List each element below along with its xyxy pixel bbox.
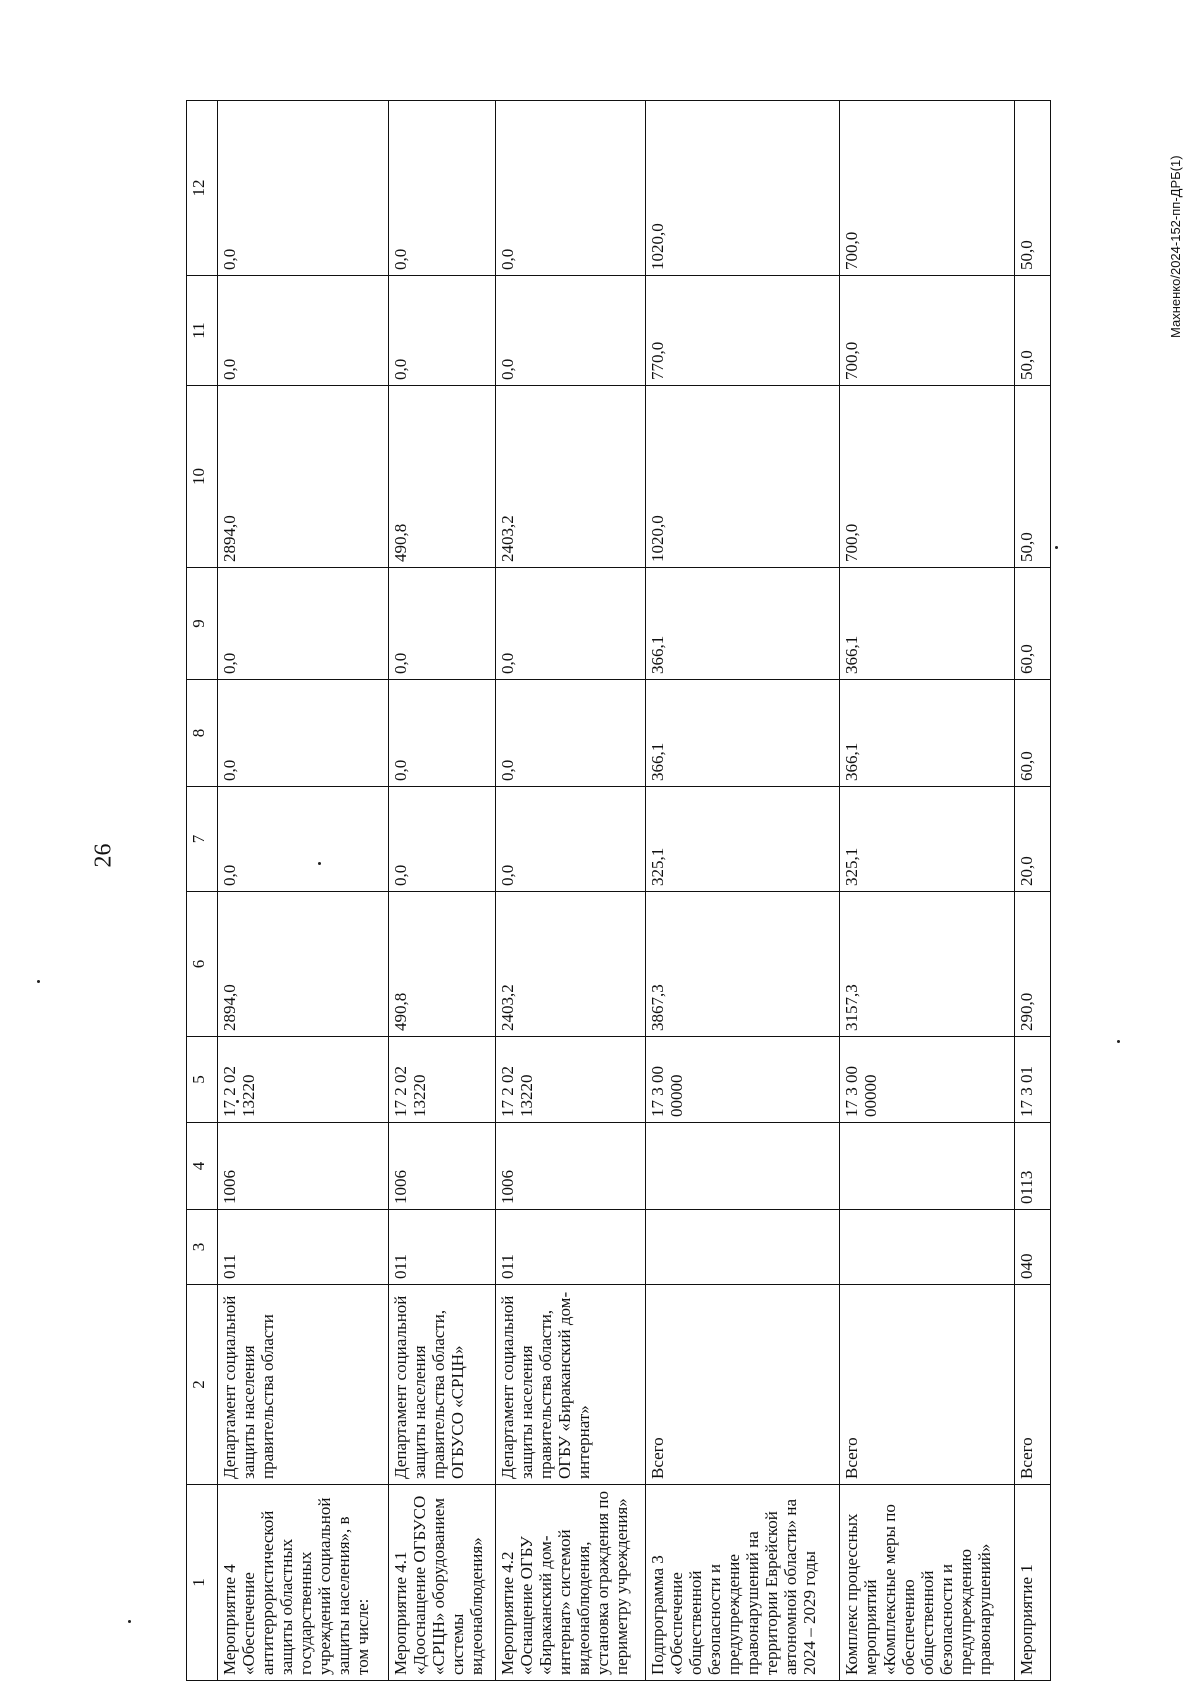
- cell-total: 3867,3: [646, 892, 840, 1037]
- cell-value: 0,0: [218, 680, 389, 787]
- cell-csr: 17 2 02 13220: [218, 1037, 389, 1123]
- responsible-party: Всего: [1015, 1285, 1051, 1485]
- table-row: [840, 101, 1015, 1681]
- document-code: Махненко/2024-152-пп-ДРБ(1): [1168, 155, 1183, 338]
- activity-name: Мероприятие 4.1 «Дооснащение ОГБУСО «СРЦН» оборудованием системы видеонаблюдения»: [389, 1485, 496, 1681]
- budget-table: [186, 100, 1051, 1681]
- cell-value: 2403,2: [496, 386, 646, 568]
- col-header: 5: [187, 1037, 218, 1123]
- responsible-party: Департамент социальной защиты населения правительства области, ОГБУСО «СРЦН»: [389, 1285, 496, 1485]
- col-header: 12: [187, 101, 218, 276]
- cell-total: 3157,3: [840, 892, 1015, 1037]
- col-header: 2: [187, 1285, 218, 1485]
- cell-value: 0,0: [496, 276, 646, 386]
- cell-value: 0,0: [389, 276, 496, 386]
- header-row: [187, 101, 218, 1681]
- cell-csr: 17 3 00 00000: [840, 1037, 1015, 1123]
- responsible-party: Департамент социальной защиты населения правительства области, ОГБУ «Бираканский дом-интернат»: [496, 1285, 646, 1485]
- cell-value: 0,0: [218, 101, 389, 276]
- cell-rzpr: 1006: [218, 1123, 389, 1210]
- cell-total: 2894,0: [218, 892, 389, 1037]
- cell-value: 2894,0: [218, 386, 389, 568]
- cell-value: 325,1: [840, 787, 1015, 892]
- cell-value: 0,0: [218, 276, 389, 386]
- cell-grbs: 011: [218, 1210, 389, 1285]
- cell-grbs: [840, 1210, 1015, 1285]
- table-row: [646, 101, 840, 1681]
- cell-rzpr: [840, 1123, 1015, 1210]
- cell-value: 366,1: [840, 568, 1015, 680]
- cell-csr: 17 2 02 13220: [496, 1037, 646, 1123]
- cell-value: 700,0: [840, 101, 1015, 276]
- cell-value: 0,0: [218, 568, 389, 680]
- scan-speck: [128, 1620, 131, 1623]
- cell-total: 290,0: [1015, 892, 1051, 1037]
- cell-csr: 17 2 02 13220: [389, 1037, 496, 1123]
- cell-value: 700,0: [840, 386, 1015, 568]
- cell-grbs: 040: [1015, 1210, 1051, 1285]
- col-header: 8: [187, 680, 218, 787]
- cell-grbs: [646, 1210, 840, 1285]
- cell-total: 490,8: [389, 892, 496, 1037]
- activity-name: Комплекс процессных мероприятий «Комплексные меры по обеспечению общественной безопасности и предупреждению правонарушений»: [840, 1485, 1015, 1681]
- rotated-table-wrapper: [186, 101, 1122, 1681]
- cell-value: 60,0: [1015, 680, 1051, 787]
- cell-value: 50,0: [1015, 101, 1051, 276]
- cell-rzpr: 0113: [1015, 1123, 1051, 1210]
- cell-value: 60,0: [1015, 568, 1051, 680]
- cell-value: 20,0: [1015, 787, 1051, 892]
- col-header: 4: [187, 1123, 218, 1210]
- cell-rzpr: 1006: [389, 1123, 496, 1210]
- cell-rzpr: 1006: [496, 1123, 646, 1210]
- col-header: 6: [187, 892, 218, 1037]
- col-header: 3: [187, 1210, 218, 1285]
- cell-rzpr: [646, 1123, 840, 1210]
- cell-value: 0,0: [218, 787, 389, 892]
- activity-name: Мероприятие 4.2 «Оснащение ОГБУ «Бираканский дом-интернат» системой видеонаблюдения, установка ограждения по периметру учреждения»: [496, 1485, 646, 1681]
- cell-csr: 17 3 01: [1015, 1037, 1051, 1123]
- table-row: [1015, 101, 1051, 1681]
- activity-name: Мероприятие 4 «Обеспечение антитеррористической защиты областных государственных учреждений социальной защиты населения», в том числе:: [218, 1485, 389, 1681]
- table-row: [389, 101, 496, 1681]
- col-header: 9: [187, 568, 218, 680]
- cell-value: 366,1: [646, 568, 840, 680]
- table-row: [496, 101, 646, 1681]
- cell-value: 700,0: [840, 276, 1015, 386]
- activity-name: Мероприятие 1: [1015, 1485, 1051, 1681]
- cell-value: 0,0: [496, 787, 646, 892]
- cell-value: 490,8: [389, 386, 496, 568]
- cell-value: 366,1: [840, 680, 1015, 787]
- cell-total: 2403,2: [496, 892, 646, 1037]
- col-header: 7: [187, 787, 218, 892]
- cell-value: 50,0: [1015, 386, 1051, 568]
- cell-value: 0,0: [389, 101, 496, 276]
- cell-value: 0,0: [496, 568, 646, 680]
- page-number: 26: [90, 843, 117, 868]
- cell-value: 1020,0: [646, 386, 840, 568]
- cell-value: 1020,0: [646, 101, 840, 276]
- responsible-party: Департамент социальной защиты населения правительства области: [218, 1285, 389, 1485]
- responsible-party: Всего: [840, 1285, 1015, 1485]
- cell-value: 50,0: [1015, 276, 1051, 386]
- col-header: 10: [187, 386, 218, 568]
- cell-csr: 17 3 00 00000: [646, 1037, 840, 1123]
- cell-value: 0,0: [389, 568, 496, 680]
- cell-grbs: 011: [496, 1210, 646, 1285]
- cell-value: 0,0: [389, 787, 496, 892]
- cell-value: 366,1: [646, 680, 840, 787]
- cell-value: 325,1: [646, 787, 840, 892]
- cell-value: 0,0: [389, 680, 496, 787]
- table-row: [218, 101, 389, 1681]
- col-header: 1: [187, 1485, 218, 1681]
- col-header: 11: [187, 276, 218, 386]
- scan-speck: [37, 980, 40, 983]
- cell-value: 0,0: [496, 101, 646, 276]
- cell-value: 770,0: [646, 276, 840, 386]
- activity-name: Подпрограмма 3 «Обеспечение общественной безопасности и предупреждение правонарушений на территории Еврейской автономной области» на 2024 – 2029 годы: [646, 1485, 840, 1681]
- cell-grbs: 011: [389, 1210, 496, 1285]
- responsible-party: Всего: [646, 1285, 840, 1485]
- cell-value: 0,0: [496, 680, 646, 787]
